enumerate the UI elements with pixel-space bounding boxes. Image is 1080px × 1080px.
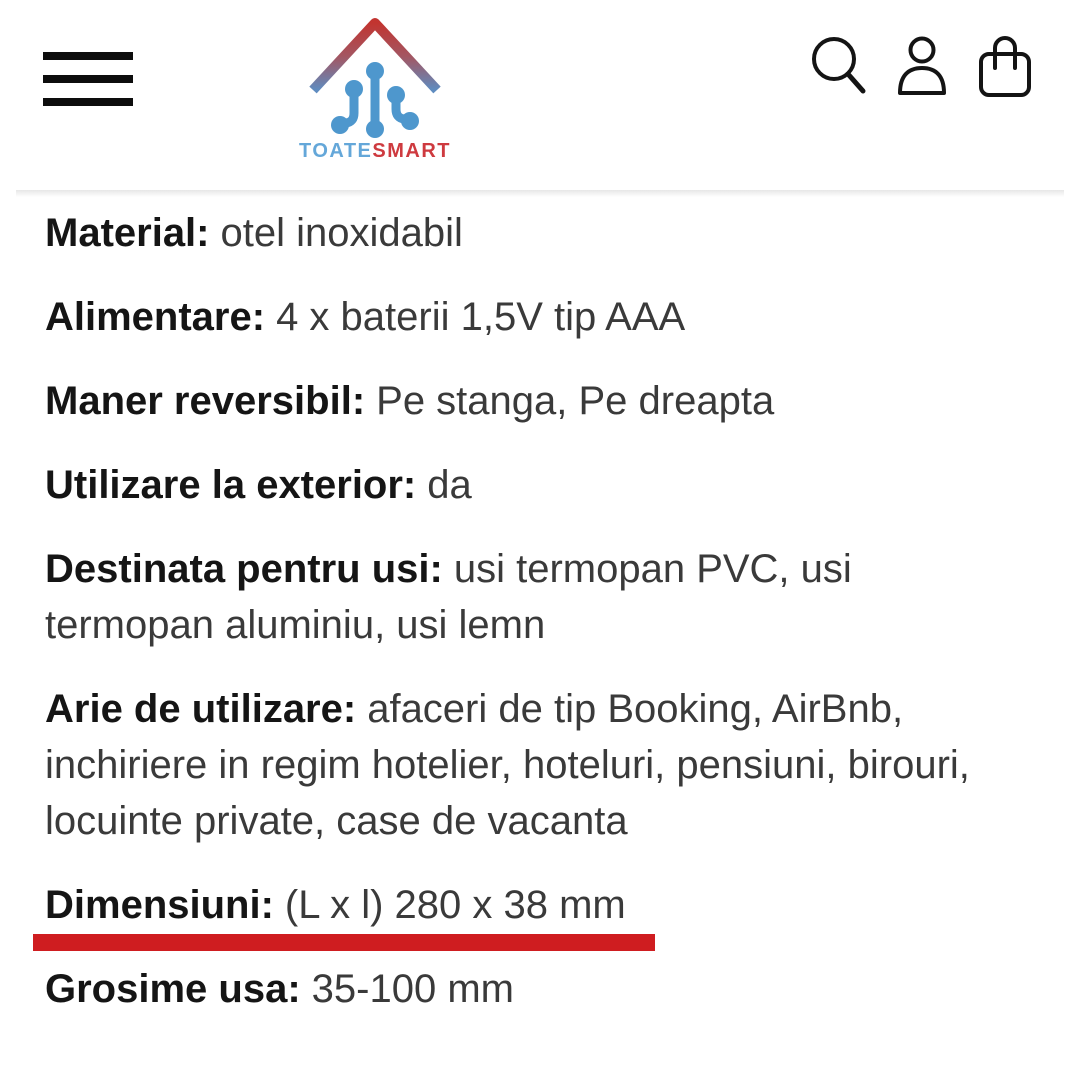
toatesmart-logo[interactable] (296, 8, 454, 164)
hamburger-bar (43, 75, 133, 83)
spec-value: 35-100 mm (311, 967, 514, 1011)
spec-row-dimensiuni (45, 877, 1035, 933)
site-header (0, 0, 1080, 190)
red-marker-underline (33, 934, 655, 951)
spec-row-utilizare-exterior (45, 457, 1035, 513)
spec-row-maner-reversibil (45, 373, 1035, 429)
spec-value: Pe stanga, Pe dreapta (376, 379, 775, 423)
spec-value: (L x l) 280 x 38 mm (284, 883, 626, 927)
spec-value: usi termopan PVC, usi (453, 547, 852, 591)
spec-label: Dimensiuni: (45, 883, 274, 927)
spec-row-grosime-usa (45, 961, 1035, 1017)
house-logo-icon (296, 8, 454, 164)
spec-row-arie-utilizare (45, 681, 1035, 849)
product-specs (0, 197, 1080, 1017)
user-icon[interactable] (894, 37, 950, 97)
spec-label: Grosime usa: (45, 967, 301, 1011)
spec-label: Destinata pentru usi: (45, 547, 443, 591)
search-icon[interactable] (810, 34, 868, 96)
spec-value: da (427, 463, 472, 507)
spec-label: Arie de utilizare: (45, 687, 357, 731)
spec-value: afaceri de tip Booking, AirBnb, (367, 687, 904, 731)
spec-value-continued: inchiriere in regim hotelier, hoteluri, pensiuni, birouri, (45, 743, 970, 787)
spec-row-material (45, 205, 1035, 261)
header-divider (16, 190, 1064, 197)
spec-value: 4 x baterii 1,5V tip AAA (276, 295, 686, 339)
spec-label: Maner reversibil: (45, 379, 366, 423)
spec-value-continued: termopan aluminiu, usi lemn (45, 603, 546, 647)
spec-row-alimentare (45, 289, 1035, 345)
hamburger-bar (43, 98, 133, 106)
logo-wordmark: TOATESMART (298, 140, 452, 162)
hamburger-bar (43, 52, 133, 60)
spec-label: Utilizare la exterior: (45, 463, 417, 507)
header-action-icons (810, 34, 1034, 99)
spec-value: otel inoxidabil (220, 211, 463, 255)
spec-row-destinata-usi (45, 541, 1035, 653)
shopping-bag-icon[interactable] (976, 35, 1034, 99)
hamburger-menu-icon[interactable] (43, 52, 133, 107)
spec-value-continued: locuinte private, case de vacanta (45, 799, 628, 843)
spec-label: Alimentare: (45, 295, 266, 339)
spec-label: Material: (45, 211, 210, 255)
